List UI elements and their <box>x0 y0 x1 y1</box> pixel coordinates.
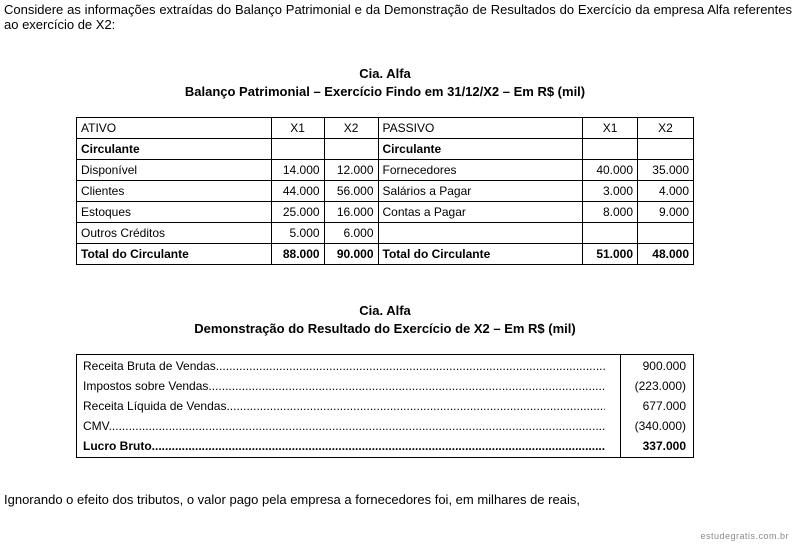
ativo-x2: 16.000 <box>324 202 378 223</box>
ativo-x1: 88.000 <box>271 244 324 265</box>
ativo-x2: 90.000 <box>324 244 378 265</box>
table-row <box>77 139 694 160</box>
passivo-x2 <box>638 223 694 244</box>
passivo-label: Circulante <box>378 139 583 160</box>
ativo-x2: 6.000 <box>324 223 378 244</box>
table-row <box>77 244 694 265</box>
ativo-label: Total do Circulante <box>77 244 272 265</box>
income-statement-box <box>76 354 694 458</box>
passivo-x1 <box>583 223 638 244</box>
table-row <box>77 181 694 202</box>
passivo-x2: 35.000 <box>638 160 694 181</box>
ativo-x2 <box>324 139 378 160</box>
balance-company: Cia. Alfa <box>359 66 411 81</box>
passivo-x1: 8.000 <box>583 202 638 223</box>
passivo-label: Total do Circulante <box>378 244 583 265</box>
header-ativo: ATIVO <box>77 118 272 139</box>
table-row <box>77 223 694 244</box>
header-passivo: PASSIVO <box>378 118 583 139</box>
intro-text: Considere as informações extraídas do Balanço Patrimonial e da Demonstração de Resultados do Exercício da empresa Alfa referentes ao exercício de X2: <box>4 2 792 32</box>
question-text: Ignorando o efeito dos tributos, o valor pago pela empresa a fornecedores foi, em milhares de reais, <box>4 492 580 507</box>
header-passivo-x1: X1 <box>583 118 638 139</box>
dre-value: (340.000) <box>634 419 686 433</box>
header-ativo-x2: X2 <box>324 118 378 139</box>
passivo-x1 <box>583 139 638 160</box>
balance-header-row <box>77 118 694 139</box>
dre-value: 677.000 <box>642 399 686 413</box>
header-ativo-x1: X1 <box>271 118 324 139</box>
header-passivo-x2: X2 <box>638 118 694 139</box>
ativo-x1: 14.000 <box>271 160 324 181</box>
passivo-label: Contas a Pagar <box>378 202 583 223</box>
ativo-x2: 56.000 <box>324 181 378 202</box>
dre-title: Demonstração do Resultado do Exercício de X2 – Em R$ (mil) <box>194 321 576 336</box>
passivo-x2: 4.000 <box>638 181 694 202</box>
list-item <box>83 376 686 396</box>
passivo-label: Salários a Pagar <box>378 181 583 202</box>
dre-label: CMV ..... <box>83 416 605 436</box>
passivo-label <box>378 223 583 244</box>
ativo-x2: 12.000 <box>324 160 378 181</box>
passivo-x1: 40.000 <box>583 160 638 181</box>
ativo-label: Estoques <box>77 202 272 223</box>
ativo-label: Clientes <box>77 181 272 202</box>
watermark: estudegratis.com.br <box>700 531 789 541</box>
passivo-x1: 51.000 <box>583 244 638 265</box>
ativo-x1 <box>271 139 324 160</box>
list-item <box>83 396 686 416</box>
passivo-x2: 9.000 <box>638 202 694 223</box>
passivo-label: Fornecedores <box>378 160 583 181</box>
balance-sheet-table <box>76 117 694 265</box>
ativo-label: Circulante <box>77 139 272 160</box>
dre-label: Impostos sobre Vendas ..... <box>83 376 605 396</box>
list-item <box>83 436 686 456</box>
list-item <box>83 356 686 376</box>
balance-title: Balanço Patrimonial – Exercício Findo em 31/12/X2 – Em R$ (mil) <box>184 84 586 99</box>
dre-value: 900.000 <box>642 359 686 373</box>
list-item <box>83 416 686 436</box>
ativo-x1: 25.000 <box>271 202 324 223</box>
passivo-x2: 48.000 <box>638 244 694 265</box>
dre-value: 337.000 <box>642 439 686 453</box>
ativo-x1: 44.000 <box>271 181 324 202</box>
dre-label: Lucro Bruto ..... <box>83 436 605 456</box>
ativo-x1: 5.000 <box>271 223 324 244</box>
table-row <box>77 160 694 181</box>
passivo-x2 <box>638 139 694 160</box>
table-row <box>77 202 694 223</box>
ativo-label: Outros Créditos <box>77 223 272 244</box>
dre-label: Receita Bruta de Vendas ..... <box>83 356 605 376</box>
dre-value: (223.000) <box>634 379 686 393</box>
dre-label: Receita Líquida de Vendas ..... <box>83 396 605 416</box>
dre-company: Cia. Alfa <box>359 303 411 318</box>
ativo-label: Disponível <box>77 160 272 181</box>
passivo-x1: 3.000 <box>583 181 638 202</box>
